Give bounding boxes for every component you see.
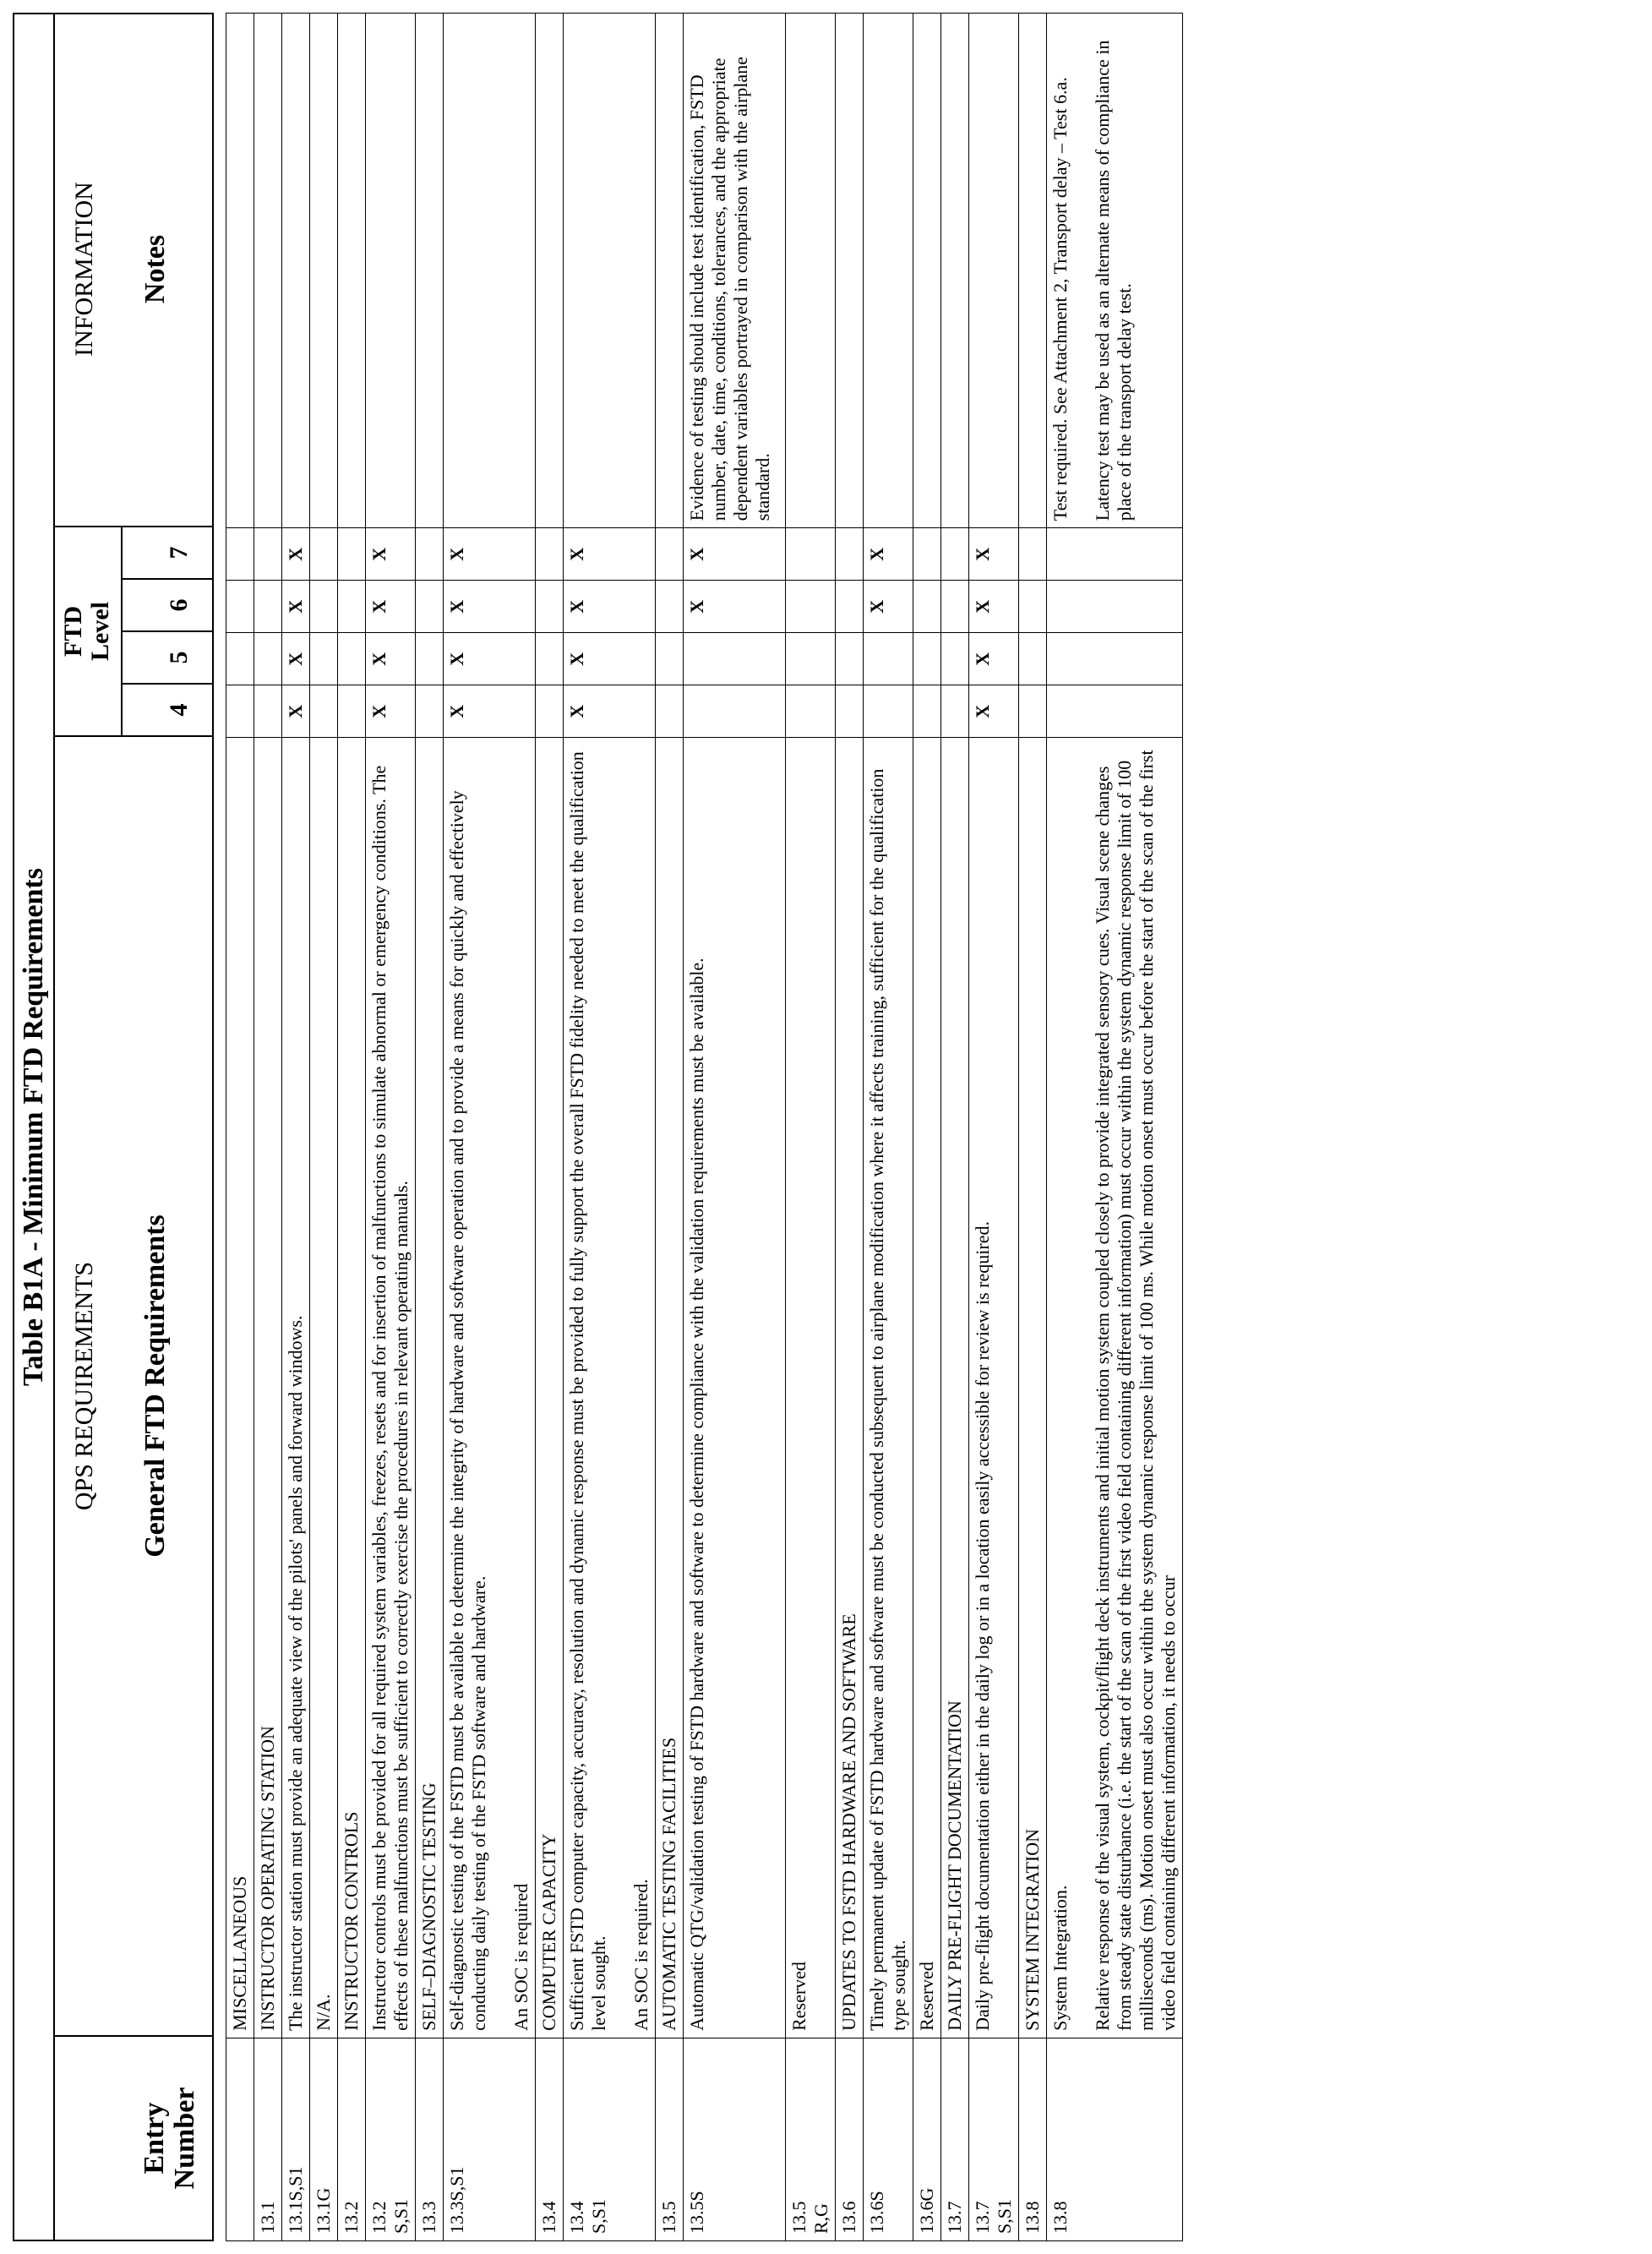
requirements-table-body: [226, 14, 1183, 2241]
level-5-mark: [254, 633, 282, 685]
requirement-text: [254, 738, 282, 2038]
requirement-paragraph: SYSTEM INTEGRATION: [1022, 1828, 1043, 2031]
level-5-mark: [226, 633, 254, 685]
level-4-mark: [254, 685, 282, 738]
entry-number: 13.5S: [684, 2038, 786, 2240]
notes-cell: [226, 14, 254, 528]
table-row: [338, 14, 366, 2241]
level-4-mark: [684, 685, 786, 738]
level-6-mark: [338, 581, 366, 633]
level-4-mark: [536, 685, 564, 738]
notes-header: Notes: [139, 234, 171, 304]
requirement-text: [310, 738, 338, 2038]
general-ftd-requirements-header: General FTD Requirements: [139, 1214, 171, 1558]
level-7-mark: [310, 528, 338, 581]
level-5-mark: [338, 633, 366, 685]
requirement-text: [536, 738, 564, 2038]
entry-number: 13.2 S,S1: [366, 2038, 416, 2240]
notes-cell: [969, 14, 1019, 528]
table-row: [226, 14, 254, 2241]
level-7-mark: X: [564, 528, 656, 581]
level-4-mark: [310, 685, 338, 738]
level-6-mark: [786, 581, 836, 633]
requirement-text: [1019, 738, 1047, 2038]
table-row: [969, 14, 1019, 2241]
entry-number: 13.1S,S1: [282, 2038, 310, 2240]
entry-number: 13.4 S,S1: [564, 2038, 656, 2240]
table-row: [444, 14, 536, 2241]
entry-number: 13.7: [941, 2038, 969, 2240]
requirement-paragraph: Sufficient FSTD computer capacity, accuracy, resolution and dynamic response must be provided to fully support the overall FSTD fidelity needed to meet the qualification level sought.: [566, 751, 609, 2031]
level-5-mark: [416, 633, 444, 685]
requirement-paragraph: COMPUTER CAPACITY: [538, 1833, 559, 2031]
ftd-level-header: FTD Level: [59, 602, 114, 661]
level-4-header: 4: [165, 703, 193, 717]
level-7-mark: [836, 528, 864, 581]
note-paragraph: Evidence of testing should include test identification, FSTD number, date, time, conditions, tolerances, and the appropriate dependent variables portrayed in comparison with the airplane standard.: [686, 57, 773, 521]
level-5-mark: X: [366, 633, 416, 685]
requirement-text: [1047, 738, 1183, 2038]
requirement-paragraph: INSTRUCTOR CONTROLS: [341, 1811, 362, 2031]
table-row: [366, 14, 416, 2241]
table-row: [684, 14, 786, 2241]
table-row: [913, 14, 941, 2241]
level-6-mark: X: [366, 581, 416, 633]
level-7-mark: X: [684, 528, 786, 581]
level-5-header: 5: [165, 651, 193, 664]
requirement-text: [864, 738, 913, 2038]
level-6-mark: X: [282, 581, 310, 633]
requirement-paragraph: Automatic QTG/validation testing of FSTD hardware and software to determine compliance with the validation requirements must be available.: [686, 958, 707, 2031]
entry-number: 13.5: [656, 2038, 684, 2240]
level-7-mark: [786, 528, 836, 581]
level-5-mark: [1019, 633, 1047, 685]
level-5-mark: X: [444, 633, 536, 685]
level-7-mark: [536, 528, 564, 581]
requirement-text: [226, 738, 254, 2038]
notes-cell: [254, 14, 282, 528]
entry-number-header: Entry Number: [139, 2087, 200, 2190]
requirement-paragraph: SELF–DIAGNOSTIC TESTING: [418, 1782, 439, 2031]
requirement-paragraph: Relative response of the visual system, cockpit/flight deck instruments and initial motion system coupled closely to provide integrated sensory cues. Visual scene changes from steady state disturbance (i.e. the start of the scan of the first video field containing different information) must occur within the system dynamic response limit of 100 milliseconds (ms). Motion onset must also occur within the system dynamic response limit of 100 ms. While motion onset must occur before the start of the scan of the first video field containing different information, it needs to occur: [1092, 750, 1179, 2031]
notes-cell: [444, 14, 536, 528]
level-6-mark: X: [564, 581, 656, 633]
paragraph-gap: [1071, 745, 1092, 2031]
requirement-paragraph: AUTOMATIC TESTING FACILITIES: [658, 1737, 679, 2031]
requirement-paragraph: Daily pre-flight documentation either in the daily log or in a location easily accessible for review is required.: [972, 1221, 993, 2031]
level-5-mark: X: [564, 633, 656, 685]
table-row: [1019, 14, 1047, 2241]
notes-cell: [564, 14, 656, 528]
requirement-paragraph: Reserved: [916, 1962, 937, 2031]
entry-number: 13.3S,S1: [444, 2038, 536, 2240]
requirement-text: [444, 738, 536, 2038]
entry-number: 13.6G: [913, 2038, 941, 2240]
level-6-mark: [836, 581, 864, 633]
table-row: [310, 14, 338, 2241]
level-4-mark: [338, 685, 366, 738]
level-6-mark: [226, 581, 254, 633]
entry-number: 13.1: [254, 2038, 282, 2240]
requirement-paragraph: An SOC is required: [510, 1883, 532, 2031]
notes-cell: [864, 14, 913, 528]
entry-number: 13.6S: [864, 2038, 913, 2240]
level-7-mark: X: [969, 528, 1019, 581]
paragraph-gap: [490, 745, 510, 2031]
table-row: [864, 14, 913, 2241]
requirement-paragraph: The instructor station must provide an adequate view of the pilots' panels and forward windows.: [285, 1315, 306, 2031]
level-4-mark: [1047, 685, 1183, 738]
table-row: [941, 14, 969, 2241]
notes-cell: [536, 14, 564, 528]
table-row: [786, 14, 836, 2241]
notes-cell: [913, 14, 941, 528]
requirement-paragraph: MISCELLANEOUS: [229, 1875, 250, 2031]
entry-number: 13.1G: [310, 2038, 338, 2240]
notes-cell: [338, 14, 366, 528]
paragraph-gap: [610, 745, 630, 2031]
notes-cell: [941, 14, 969, 528]
table-row: [1047, 14, 1183, 2241]
qps-requirements-header: QPS REQUIREMENTS: [70, 1261, 98, 1511]
requirement-text: [282, 738, 310, 2038]
notes-cell: [836, 14, 864, 528]
requirement-paragraph: Self-diagnostic testing of the FSTD must be available to determine the integrity of hardware and software operation and to provide a means for quickly and effectively conducting daily testing of the FSTD software and hardware.: [446, 790, 489, 2031]
table-header: [53, 13, 214, 2241]
level-6-mark: X: [684, 581, 786, 633]
table-row: [282, 14, 310, 2241]
requirement-text: [366, 738, 416, 2038]
level-7-mark: [1019, 528, 1047, 581]
notes-cell: [684, 14, 786, 528]
level-6-mark: [416, 581, 444, 633]
entry-number: 13.2: [338, 2038, 366, 2240]
level-5-mark: [684, 633, 786, 685]
level-6-mark: [536, 581, 564, 633]
header-divider: [55, 735, 212, 737]
requirement-text: [656, 738, 684, 2038]
level-4-mark: [941, 685, 969, 738]
requirement-text: [836, 738, 864, 2038]
header-divider: [55, 2035, 212, 2037]
requirement-text: [913, 738, 941, 2038]
level-7-mark: X: [366, 528, 416, 581]
level-6-mark: [656, 581, 684, 633]
level-5-mark: X: [969, 633, 1019, 685]
level-4-mark: X: [564, 685, 656, 738]
level-7-mark: X: [282, 528, 310, 581]
table-row: [836, 14, 864, 2241]
level-4-mark: X: [282, 685, 310, 738]
level-5-mark: [836, 633, 864, 685]
level-5-mark: [913, 633, 941, 685]
level-7-mark: [913, 528, 941, 581]
requirement-text: [684, 738, 786, 2038]
document-page: [13, 13, 1639, 2241]
entry-number: 13.5 R,G: [786, 2038, 836, 2240]
level-6-mark: [941, 581, 969, 633]
requirement-text: [564, 738, 656, 2038]
level-6-header: 6: [165, 598, 193, 612]
requirement-paragraph: INSTRUCTOR OPERATING STATION: [257, 1726, 278, 2031]
requirement-text: [969, 738, 1019, 2038]
notes-cell: [366, 14, 416, 528]
requirement-text: [338, 738, 366, 2038]
entry-number: 13.7 S,S1: [969, 2038, 1019, 2240]
requirement-paragraph: An SOC is required.: [630, 1879, 652, 2031]
requirement-paragraph: Instructor controls must be provided for all required system variables, freezes, resets and for insertion of malfunctions to simulate abnormal or emergency conditions. The effects of these malfunctions must be sufficient to correctly exercise the procedures in relevant operating manuals.: [368, 765, 412, 2031]
requirement-text: [941, 738, 969, 2038]
notes-cell: [282, 14, 310, 528]
level-7-mark: [1047, 528, 1183, 581]
level-4-mark: [226, 685, 254, 738]
notes-cell: [1019, 14, 1047, 528]
notes-cell: [416, 14, 444, 528]
level-4-mark: [1019, 685, 1047, 738]
level-6-mark: X: [444, 581, 536, 633]
level-5-mark: [864, 633, 913, 685]
note-paragraph: Latency test may be used as an alternate means of compliance in place of the transport delay test.: [1092, 40, 1135, 521]
level-4-mark: [864, 685, 913, 738]
table-row: [254, 14, 282, 2241]
requirement-paragraph: Reserved: [788, 1962, 810, 2031]
notes-cell: [656, 14, 684, 528]
level-5-mark: X: [282, 633, 310, 685]
level-7-mark: [338, 528, 366, 581]
level-4-mark: X: [444, 685, 536, 738]
table-row: [416, 14, 444, 2241]
requirement-paragraph: UPDATES TO FSTD HARDWARE AND SOFTWARE: [838, 1613, 859, 2031]
level-7-mark: [656, 528, 684, 581]
level-5-mark: [536, 633, 564, 685]
level-6-mark: [254, 581, 282, 633]
level-7-mark: [254, 528, 282, 581]
entry-number: 13.4: [536, 2038, 564, 2240]
level-5-mark: [1047, 633, 1183, 685]
table-row: [536, 14, 564, 2241]
level-5-mark: [656, 633, 684, 685]
requirement-text: [786, 738, 836, 2038]
entry-number: 13.8: [1047, 2038, 1183, 2240]
level-4-mark: [836, 685, 864, 738]
notes-cell: [1047, 14, 1183, 528]
notes-cell: [786, 14, 836, 528]
level-5-mark: [310, 633, 338, 685]
level-6-mark: [913, 581, 941, 633]
information-header: INFORMATION: [70, 182, 98, 357]
level-4-mark: [786, 685, 836, 738]
requirement-paragraph: N/A.: [313, 1994, 334, 2031]
requirement-paragraph: DAILY PRE-FLIGHT DOCUMENTATION: [944, 1700, 965, 2031]
notes-cell: [310, 14, 338, 528]
level-5-mark: [786, 633, 836, 685]
level-7-mark: X: [444, 528, 536, 581]
level-6-mark: X: [969, 581, 1019, 633]
level-7-header: 7: [165, 546, 193, 559]
level-7-mark: [226, 528, 254, 581]
entry-number: 13.6: [836, 2038, 864, 2240]
level-4-mark: X: [366, 685, 416, 738]
table-row: [656, 14, 684, 2241]
requirements-table: [226, 13, 1183, 2241]
level-6-mark: [1019, 581, 1047, 633]
level-7-mark: [416, 528, 444, 581]
level-7-mark: X: [864, 528, 913, 581]
requirement-paragraph: Timely permanent update of FSTD hardware and software must be conducted subsequent to airplane modification where it affects training, sufficient for the qualification type sought.: [866, 768, 909, 2031]
header-divider: [55, 526, 212, 527]
entry-number: 13.8: [1019, 2038, 1047, 2240]
level-4-mark: [913, 685, 941, 738]
level-6-mark: X: [864, 581, 913, 633]
table-title: Table B1A - Minimum FTD Requirements: [13, 13, 55, 2241]
level-6-mark: [1047, 581, 1183, 633]
note-paragraph: Test required. See Attachment 2, Transport delay – Test 6.a.: [1050, 77, 1071, 521]
level-4-mark: [656, 685, 684, 738]
level-5-mark: [941, 633, 969, 685]
requirement-text: [416, 738, 444, 2038]
level-7-mark: [941, 528, 969, 581]
requirement-paragraph: System Integration.: [1050, 1885, 1071, 2031]
entry-number: 13.3: [416, 2038, 444, 2240]
entry-number: [226, 2038, 254, 2240]
table-row: [564, 14, 656, 2241]
level-4-mark: [416, 685, 444, 738]
level-4-mark: X: [969, 685, 1019, 738]
level-6-mark: [310, 581, 338, 633]
